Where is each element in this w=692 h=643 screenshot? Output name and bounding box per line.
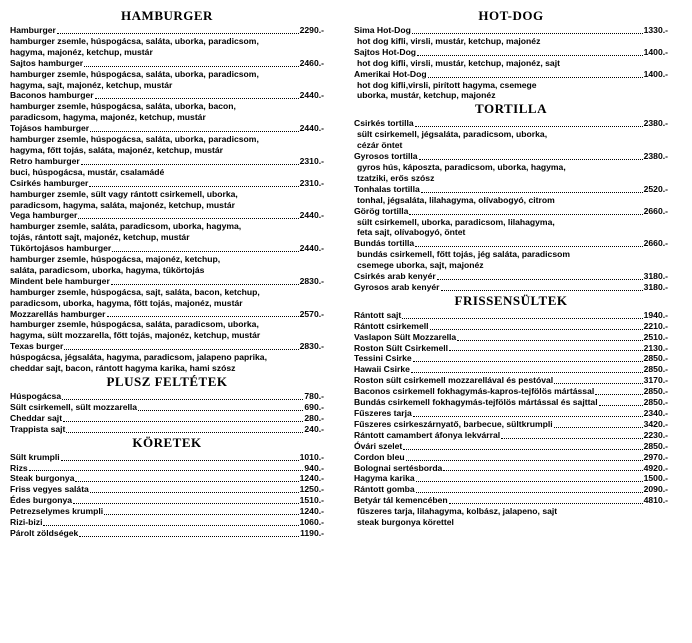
menu-item-description: uborka, mustár, ketchup, majonéz <box>357 90 496 101</box>
menu-item-price: 4920.- <box>643 462 668 473</box>
menu-item-name: Steak burgonya <box>10 473 75 484</box>
dot-leader <box>554 427 643 428</box>
menu-item-price: 3420.- <box>643 418 668 429</box>
menu-item-name: Hamburger <box>10 25 56 35</box>
menu-item-name: Amerikai Hot-Dog <box>354 68 427 79</box>
menu-item-name: Rántott gomba <box>354 484 415 495</box>
menu-item-name: Rizs <box>10 462 28 473</box>
menu-item-price: 3180.- <box>643 271 668 282</box>
dot-leader <box>63 421 303 422</box>
menu-item <box>10 506 324 517</box>
menu-item-name: Betyár tál kemencében <box>354 495 448 506</box>
menu-item <box>10 413 324 424</box>
menu-item-description: cheddar sajt, bacon, rántott hagyma karika, hami szósz <box>10 363 236 374</box>
dot-leader <box>107 316 299 317</box>
dot-leader <box>599 405 643 406</box>
dot-leader <box>441 290 643 291</box>
menu-item-price: 2440.- <box>299 123 324 134</box>
menu-item-description: tojás, rántott sajt, majonéz, ketchup, mustár <box>10 232 190 243</box>
menu-item-description: hagyma, sajt, majonéz, ketchup, mustár <box>10 79 173 90</box>
dot-leader <box>406 460 643 461</box>
menu-item-description: csemege uborka, sajt, majonéz <box>357 260 484 271</box>
menu-item-name: Tonhalas tortilla <box>354 183 420 194</box>
menu-section-frissensultek <box>354 293 668 528</box>
menu-item <box>10 391 324 402</box>
menu-item <box>354 375 668 386</box>
menu-item <box>354 484 668 495</box>
menu-item-description: húspogácsa, jégsaláta, hagyma, paradicsom, jalapeno paprika, <box>10 352 267 363</box>
menu-section-hamburger <box>10 8 324 374</box>
menu-item-price: 1190.- <box>300 527 324 538</box>
dot-leader <box>79 536 299 537</box>
menu-item <box>354 430 668 441</box>
menu-item-price: 2850.- <box>643 397 668 408</box>
menu-item <box>354 397 668 408</box>
menu-item-name: Retro hamburger <box>10 155 80 166</box>
menu-item <box>10 243 324 254</box>
menu-item <box>354 47 668 58</box>
dot-leader <box>43 525 298 526</box>
menu-item <box>354 419 668 430</box>
menu-item <box>10 58 324 69</box>
dot-leader <box>90 131 299 132</box>
menu-item-name: Hawaii Csirke <box>354 364 410 375</box>
menu-item <box>354 310 668 321</box>
menu-item <box>354 353 668 364</box>
menu-item-price: 940.- <box>304 462 324 473</box>
menu-item <box>354 25 668 36</box>
dot-leader <box>437 279 643 280</box>
menu-item-description: hamburger zsemle, húspogácsa, saláta, uborka, paradicsom, <box>10 134 259 145</box>
menu-item-price: 1250.- <box>299 484 324 495</box>
menu-item-description: sült csirkemell, jégsaláta, paradicsom, uborka, <box>357 129 548 140</box>
dot-leader <box>595 394 642 395</box>
menu-item-price: 2380.- <box>643 151 668 162</box>
menu-item-description: steak burgonya körettel <box>357 517 454 528</box>
menu-item-name: Vaslapon Sült Mozzarella <box>354 331 457 342</box>
menu-item-name: Sajtos Hot-Dog <box>354 46 417 57</box>
menu-item-name: Friss vegyes saláta <box>10 484 89 495</box>
menu-item-name: Csirkés hamburger <box>10 177 89 188</box>
menu-item-price: 2310.- <box>299 177 324 188</box>
dot-leader <box>138 410 303 411</box>
menu-item <box>10 402 324 413</box>
dot-leader <box>64 349 298 350</box>
dot-leader <box>78 218 298 219</box>
dot-leader <box>449 350 643 351</box>
menu-item <box>10 90 324 101</box>
menu-item-name: Roston Sült Csirkemell <box>354 342 449 353</box>
menu-item-name: Trappista sajt <box>10 423 66 434</box>
menu-item-name: Vega hamburger <box>10 210 78 221</box>
menu-item-price: 2850.- <box>643 386 668 397</box>
menu-item <box>354 441 668 452</box>
section-title: HAMBURGER <box>121 8 213 23</box>
menu-item-price: 4810.- <box>643 495 668 506</box>
dot-leader <box>421 192 643 193</box>
dot-leader <box>112 251 298 252</box>
menu-item <box>354 364 668 375</box>
menu-item-name: Rántott csirkemell <box>354 320 429 331</box>
menu-item-description: tzatziki, erős szósz <box>357 172 435 183</box>
menu-item <box>354 495 668 506</box>
menu-item-description: hagyma, majonéz, ketchup, mustár <box>10 46 153 57</box>
menu-item-name: Gyrosos arab kenyér <box>354 281 440 292</box>
menu-item-name: Tükörtojásos hamburger <box>10 243 112 254</box>
menu-item-description: hamburger zsemle, húspogácsa, majonéz, ketchup, <box>10 254 221 265</box>
menu-item-description: hamburger zsemle, saláta, paradicsom, uborka, hagyma, <box>10 221 242 232</box>
dot-leader <box>61 460 299 461</box>
section-title: KÖRETEK <box>132 434 202 450</box>
dot-leader <box>89 186 298 187</box>
menu-item-description: fűszeres tarja, lilahagyma, kolbász, jalapeno, sajt <box>357 506 558 517</box>
dot-leader <box>95 98 299 99</box>
dot-leader <box>443 470 642 471</box>
menu-item-description: bundás csirkemell, főtt tojás, jég saláta, paradicsom <box>357 249 571 260</box>
section-title: TORTILLA <box>475 101 547 117</box>
menu-item <box>354 151 668 162</box>
menu-item-description: gyros hús, káposzta, paradicsom, uborka, hagyma, <box>357 161 566 172</box>
menu-item-description: hamburger zsemle, húspogácsa, sajt, saláta, bacon, ketchup, <box>10 286 260 297</box>
menu-item-price: 240.- <box>304 423 324 434</box>
menu-item-price: 1240.- <box>299 506 324 517</box>
dot-leader <box>554 383 642 384</box>
menu-item-description: hagyma, sült mozzarella, főtt tojás, majonéz, ketchup, mustár <box>10 330 261 341</box>
menu-item-name: Sima Hot-Dog <box>354 25 411 35</box>
dot-leader <box>416 481 643 482</box>
dot-leader <box>111 284 299 285</box>
menu-item-name: Baconos csirkemell fokhagymás-kapros-tejfölös mártással <box>354 386 595 397</box>
menu-item <box>354 332 668 343</box>
menu-item-price: 2090.- <box>643 484 668 495</box>
menu-section-koretek <box>10 435 324 539</box>
menu-item-name: Mozzarellás hamburger <box>10 308 106 319</box>
dot-leader <box>62 399 303 400</box>
menu-item-description: sült csirkemell, uborka, paradicsom, lilahagyma, <box>357 216 555 227</box>
menu-item-price: 780.- <box>304 391 324 401</box>
menu-item-price: 1940.- <box>643 309 668 320</box>
dot-leader <box>419 159 643 160</box>
dot-leader <box>415 246 642 247</box>
menu-item-description: buci, húspogácsa, mustár, csalamádé <box>10 166 165 177</box>
menu-item-price: 2380.- <box>643 118 668 129</box>
menu-item-name: Cordon bleu <box>354 451 405 462</box>
menu-item-description: paradicsom, hagyma, majonéz, ketchup, mustár <box>10 112 206 123</box>
dot-leader <box>413 361 643 362</box>
menu-section-tortilla <box>354 101 668 293</box>
menu-item <box>354 206 668 217</box>
menu-item-description: hamburger zsemle, húspogácsa, saláta, uborka, bacon, <box>10 101 236 112</box>
dot-leader <box>73 503 299 504</box>
menu-item-price: 2660.- <box>643 205 668 216</box>
menu-item-price: 1240.- <box>299 473 324 484</box>
menu-item-price: 2850.- <box>643 353 668 364</box>
menu-item <box>10 156 324 167</box>
menu-item-description: hot dog kifli, virsli, mustár, ketchup, majonéz, sajt <box>357 57 560 68</box>
menu-item <box>10 25 324 36</box>
menu-item-description: hamburger zsemle, húspogácsa, saláta, uborka, paradicsom, <box>10 35 259 46</box>
menu-item <box>10 484 324 495</box>
menu-item-name: Sajtos hamburger <box>10 57 84 68</box>
menu-item-name: Mindent bele hamburger <box>10 275 110 286</box>
menu-item-price: 2510.- <box>643 331 668 342</box>
menu-item-description: hamburger zsemle, sült vagy rántott csirkemell, uborka, <box>10 188 238 199</box>
menu-item-price: 2850.- <box>643 440 668 451</box>
menu-item <box>354 343 668 354</box>
menu-item-description: feta sajt, olívabogyó, öntet <box>357 227 466 238</box>
menu-item-price: 2830.- <box>299 275 324 286</box>
menu-item-price: 2210.- <box>643 320 668 331</box>
menu-item-price: 2440.- <box>299 243 324 254</box>
menu-item <box>10 341 324 352</box>
menu-item <box>354 118 668 129</box>
menu-item-price: 2970.- <box>643 451 668 462</box>
menu-item-price: 2440.- <box>299 210 324 221</box>
menu-item-name: Fűszeres csirkeszárnyatő, barbecue, sültkrumpli <box>354 418 553 429</box>
menu-item <box>10 178 324 189</box>
dot-leader <box>415 126 643 127</box>
menu-item <box>10 452 324 463</box>
menu-section-hot-dog <box>354 8 668 101</box>
menu-item-price: 1330.- <box>643 25 668 35</box>
menu-item-name: Rántott camambert áfonya lekvárral <box>354 429 501 440</box>
dot-leader <box>411 372 643 373</box>
dot-leader <box>416 492 643 493</box>
menu-item-name: Petrezselymes krumpli <box>10 506 104 517</box>
menu-item-name: Roston sült csirkemell mozzarellával és pestóval <box>354 375 554 386</box>
menu-item <box>354 271 668 282</box>
menu-item-description: hot dog kifli,virsli, pirított hagyma, csemege <box>357 79 537 90</box>
menu-item-name: Bundás csirkemell fokhagymás-tejfölös mártással és sajttal <box>354 397 598 408</box>
menu-item-name: Tojásos hamburger <box>10 123 90 134</box>
menu-item-name: Húspogácsa <box>10 391 62 401</box>
menu-item-price: 3170.- <box>643 375 668 386</box>
menu-item <box>10 309 324 320</box>
menu-item <box>10 463 324 474</box>
section-title: FRISSENSÜLTEK <box>454 292 568 308</box>
menu-item <box>354 282 668 293</box>
menu-item-name: Csirkés tortilla <box>354 118 414 129</box>
dot-leader <box>84 66 299 67</box>
menu-item-price: 2460.- <box>299 57 324 68</box>
dot-leader <box>90 492 299 493</box>
dot-leader <box>66 432 303 433</box>
menu-item-price: 2570.- <box>299 308 324 319</box>
menu-item <box>354 184 668 195</box>
menu-item-description: saláta, paradicsom, uborka, hagyma, tükörtojás <box>10 264 205 275</box>
menu-item-description: tonhal, jégsaláta, lilahagyma, olívabogyó, citrom <box>357 194 555 205</box>
menu-item-price: 690.- <box>304 401 324 412</box>
menu-item-name: Párolt zöldségek <box>10 527 79 538</box>
menu-item <box>354 321 668 332</box>
menu-item <box>10 276 324 287</box>
dot-leader <box>75 481 298 482</box>
dot-leader <box>29 470 304 471</box>
left-menu-column <box>10 8 324 539</box>
menu-item <box>10 123 324 134</box>
menu-item <box>10 495 324 506</box>
menu-item-name: Cheddar sajt <box>10 412 63 423</box>
menu-item-name: Bolognai sertésborda <box>354 462 443 473</box>
menu-item-description: hot dog kifli, virsli, mustár, ketchup, majonéz <box>357 35 541 46</box>
menu-item-price: 3180.- <box>643 281 668 292</box>
menu-item-name: Baconos hamburger <box>10 90 94 101</box>
menu-item-price: 2290.- <box>299 25 324 35</box>
menu-item-price: 2310.- <box>299 155 324 166</box>
menu-item-price: 2830.- <box>299 341 324 352</box>
menu-item-price: 280.- <box>304 412 324 423</box>
menu-item <box>10 528 324 539</box>
menu-item-name: Rizi-bizi <box>10 517 43 528</box>
menu-item-price: 2340.- <box>643 408 668 418</box>
menu-item-description: hamburger zsemle, húspogácsa, saláta, paradicsom, uborka, <box>10 319 259 330</box>
menu-item-price: 2660.- <box>643 238 668 249</box>
menu-item-price: 1060.- <box>299 517 324 528</box>
dot-leader <box>412 33 643 34</box>
menu-item-name: Tessini Csirke <box>354 353 412 364</box>
menu-item-price: 2850.- <box>643 364 668 375</box>
menu-item-description: hamburger zsemle, húspogácsa, saláta, uborka, paradicsom, <box>10 68 259 79</box>
section-title: PLUSZ FELTÉTEK <box>106 374 228 389</box>
dot-leader <box>417 55 643 56</box>
menu-item <box>354 463 668 474</box>
menu-item-description: hagyma, főtt tojás, saláta, majonéz, ketchup, mustár <box>10 144 223 155</box>
menu-item-price: 1010.- <box>299 451 324 462</box>
dot-leader <box>104 514 298 515</box>
dot-leader <box>402 318 642 319</box>
menu-item-price: 2440.- <box>299 90 324 101</box>
menu-item <box>354 69 668 80</box>
menu-item-price: 1400.- <box>643 68 668 79</box>
menu-item <box>354 238 668 249</box>
menu-item-price: 1400.- <box>643 46 668 57</box>
menu-item-name: Sült krumpli <box>10 451 60 462</box>
section-title: HOT-DOG <box>478 8 544 23</box>
menu-item-name: Gyrosos tortilla <box>354 151 418 162</box>
menu-item <box>354 386 668 397</box>
dot-leader <box>413 416 643 417</box>
menu-item <box>10 424 324 435</box>
menu-item-name: Sült csirkemell, sült mozzarella <box>10 401 138 412</box>
dot-leader <box>57 33 299 34</box>
menu-item-name: Fűszeres tarja <box>354 408 412 418</box>
menu-item-name: Hagyma karika <box>354 473 415 484</box>
menu-item-price: 1510.- <box>299 495 324 506</box>
menu-item-price: 2520.- <box>643 183 668 194</box>
menu-item-name: Csirkés arab kenyér <box>354 271 436 282</box>
right-menu-column <box>354 8 668 528</box>
menu-item-name: Bundás tortilla <box>354 238 415 249</box>
menu-item-description: cézár öntet <box>357 140 403 151</box>
menu-item-description: paradicsom, hagyma, saláta, majonéz, ketchup, mustár <box>10 199 235 210</box>
menu-section-plusz-feltetek <box>10 374 324 435</box>
dot-leader <box>430 329 643 330</box>
menu-item-name: Óvári szelet <box>354 440 403 451</box>
dot-leader <box>501 438 642 439</box>
menu-item-name: Édes burgonya <box>10 495 73 506</box>
dot-leader <box>409 214 642 215</box>
dot-leader <box>403 449 642 450</box>
menu-item-name: Rántott sajt <box>354 309 402 320</box>
dot-leader <box>81 164 299 165</box>
menu-item-name: Görög tortilla <box>354 205 409 216</box>
menu-item <box>354 452 668 463</box>
dot-leader <box>449 503 643 504</box>
menu-item-name: Texas burger <box>10 341 64 352</box>
menu-item-price: 2230.- <box>643 429 668 440</box>
menu-item-description: paradicsom, uborka, hagyma, főtt tojás, majonéz, mustár <box>10 297 243 308</box>
menu-item-price: 1500.- <box>643 473 668 484</box>
dot-leader <box>428 77 643 78</box>
menu-item <box>10 517 324 528</box>
menu-item <box>10 473 324 484</box>
menu-item <box>354 473 668 484</box>
menu-item <box>354 408 668 419</box>
dot-leader <box>457 340 642 341</box>
menu-item <box>10 210 324 221</box>
menu-item-price: 2130.- <box>643 342 668 353</box>
